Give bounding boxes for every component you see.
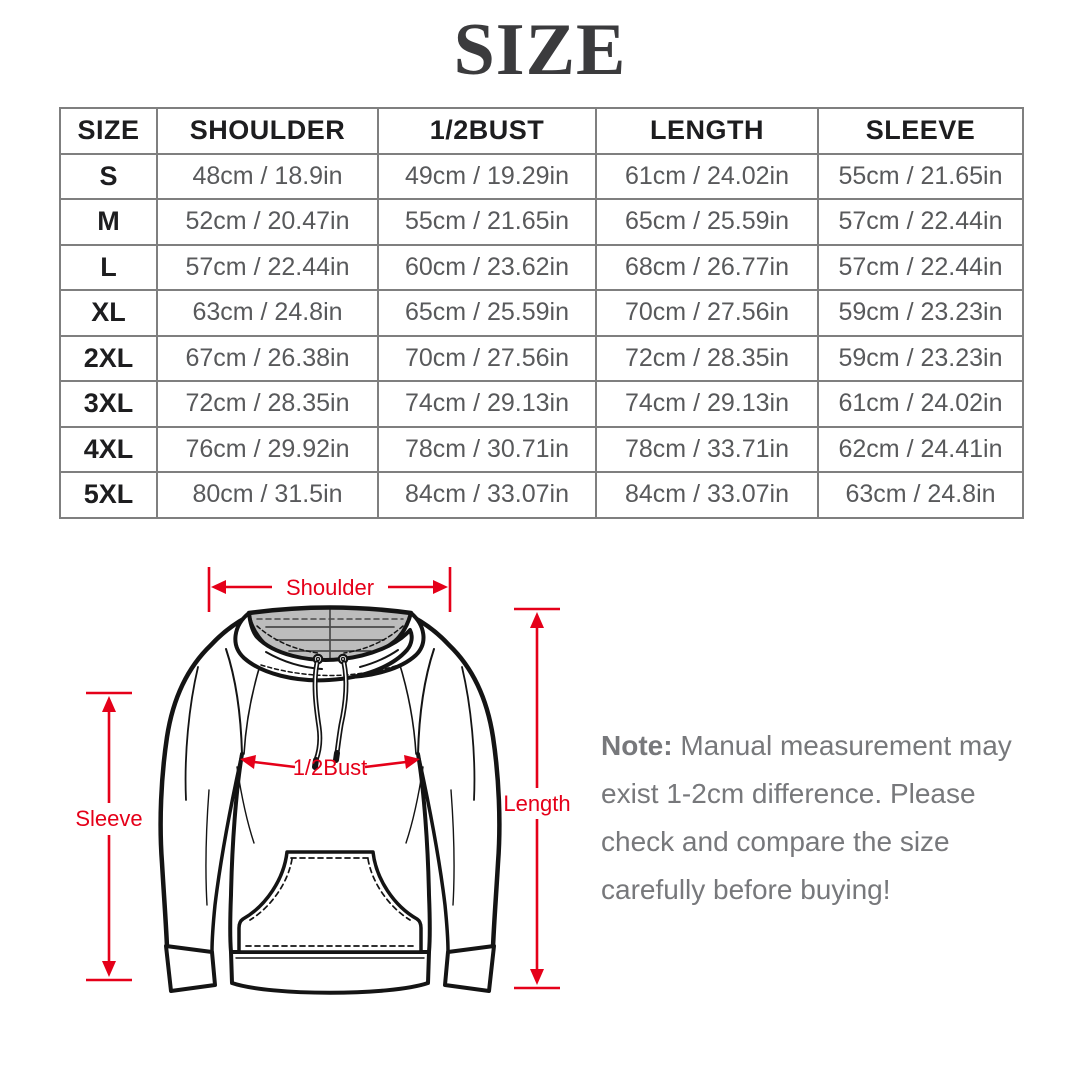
measurement-cell: 57cm / 22.44in [818,245,1023,291]
size-label-cell: M [60,199,157,245]
measurement-cell: 55cm / 21.65in [378,199,596,245]
measurement-cell: 48cm / 18.9in [157,154,378,200]
measurement-cell: 49cm / 19.29in [378,154,596,200]
measurement-cell: 63cm / 24.8in [157,290,378,336]
measurement-cell: 67cm / 26.38in [157,336,378,382]
measurement-cell: 70cm / 27.56in [596,290,818,336]
note-line [601,722,1051,770]
measurement-cell: 59cm / 23.23in [818,290,1023,336]
measurement-cell: 78cm / 30.71in [378,427,596,473]
measurement-cell: 72cm / 28.35in [596,336,818,382]
table-row [60,336,1023,382]
table-row [60,199,1023,245]
measurement-cell: 65cm / 25.59in [596,199,818,245]
size-label-cell: 3XL [60,381,157,427]
measurement-cell: 80cm / 31.5in [157,472,378,518]
table-row [60,245,1023,291]
size-label-cell: 2XL [60,336,157,382]
note-line: exist 1-2cm difference. Please [601,778,976,809]
measurement-cell: 57cm / 22.44in [818,199,1023,245]
measurement-cell: 74cm / 29.13in [596,381,818,427]
measurement-cell: 68cm / 26.77in [596,245,818,291]
sleeve-arrow [86,693,132,980]
bust-label: 1/2Bust [292,755,368,780]
column-header-size: SIZE [60,108,157,154]
measurement-cell: 52cm / 20.47in [157,199,378,245]
table-row [60,290,1023,336]
note-line: check and compare the size [601,826,950,857]
measurement-cell: 57cm / 22.44in [157,245,378,291]
column-header-sleeve: SLEEVE [818,108,1023,154]
hoodie-measurement-diagram [60,555,580,1075]
measurement-cell: 78cm / 33.71in [596,427,818,473]
size-table-container [59,107,1022,519]
table-row [60,154,1023,200]
measurement-cell: 59cm / 23.23in [818,336,1023,382]
size-label-cell: 4XL [60,427,157,473]
column-header-shoulder: SHOULDER [157,108,378,154]
note-line: carefully before buying! [601,874,891,905]
note-text-line: Manual measurement may [672,730,1012,761]
page-title: SIZE [453,9,627,91]
size-label-cell: XL [60,290,157,336]
hoodie-drawing [161,607,500,993]
measurement-cell: 61cm / 24.02in [818,381,1023,427]
column-header-length: LENGTH [596,108,818,154]
size-label-cell: L [60,245,157,291]
column-header-bust: 1/2BUST [378,108,596,154]
measurement-cell: 84cm / 33.07in [378,472,596,518]
measurement-cell: 60cm / 23.62in [378,245,596,291]
measurement-cell: 61cm / 24.02in [596,154,818,200]
measurement-cell: 55cm / 21.65in [818,154,1023,200]
measurement-cell: 74cm / 29.13in [378,381,596,427]
shoulder-label: Shoulder [285,575,375,600]
measurement-cell: 84cm / 33.07in [596,472,818,518]
measurement-cell: 72cm / 28.35in [157,381,378,427]
length-label: Length [503,791,571,816]
size-table [59,107,1024,519]
measurement-cell: 63cm / 24.8in [818,472,1023,518]
measurement-cell: 65cm / 25.59in [378,290,596,336]
table-row [60,427,1023,473]
header-row [60,108,1023,154]
size-label-cell: S [60,154,157,200]
measurement-cell: 70cm / 27.56in [378,336,596,382]
table-row [60,381,1023,427]
note [601,722,1051,914]
measurement-cell: 76cm / 29.92in [157,427,378,473]
size-label-cell: 5XL [60,472,157,518]
table-row [60,472,1023,518]
measurement-cell: 62cm / 24.41in [818,427,1023,473]
sleeve-label: Sleeve [75,806,143,831]
note-label: Note: [601,730,673,761]
